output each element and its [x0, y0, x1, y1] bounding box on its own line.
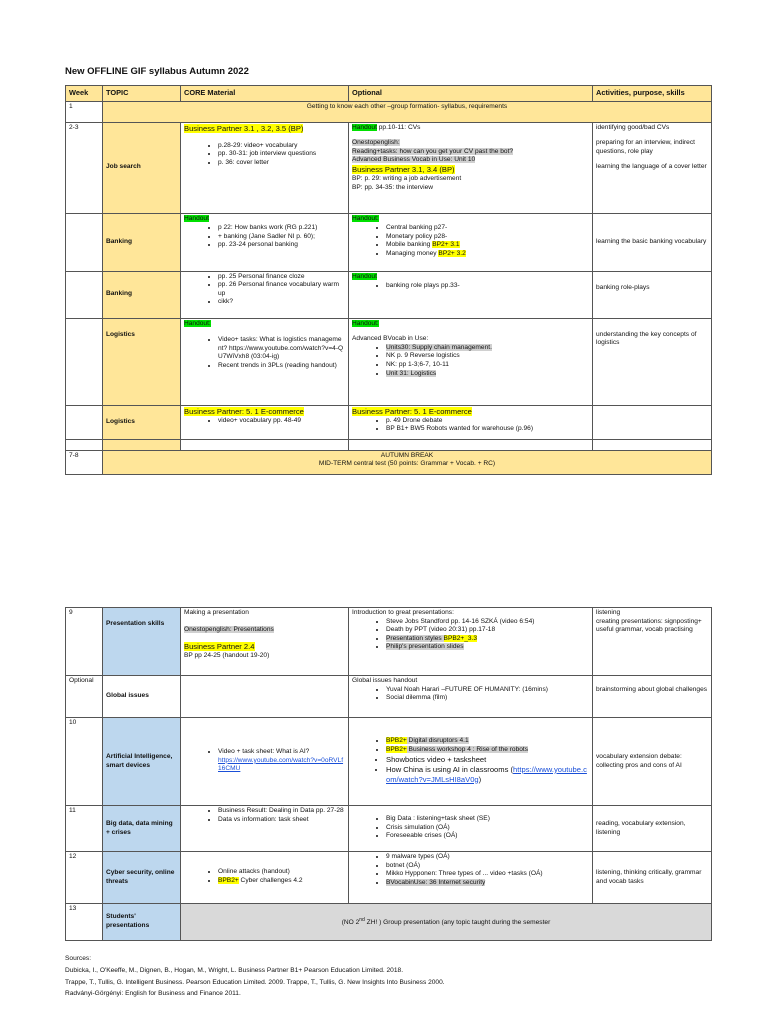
text-line: useful grammar, vocab practising: [596, 626, 693, 634]
activities-cell: [593, 608, 712, 676]
table-row: [66, 718, 712, 806]
handout-highlight: Handout: [352, 272, 377, 280]
table-row: [66, 318, 712, 405]
core-cell: [181, 852, 349, 904]
table-row: [66, 439, 712, 450]
handout-highlight: Handout: [352, 123, 377, 131]
list-item: • video+ vocabulary pp. 48-49: [218, 417, 345, 426]
table-row: [66, 904, 712, 941]
list-item: • Recent trends in 3PLs (reading handout): [218, 362, 345, 371]
core-cell: [181, 318, 349, 405]
list-item: • Unit 31: Logistics: [386, 370, 589, 379]
week-cell: 7-8: [66, 450, 103, 474]
autumn-break-cell: [103, 450, 712, 474]
table-row: [66, 852, 712, 904]
list-item: • Units30: Supply chain management.: [386, 344, 589, 353]
optional-cell: [349, 405, 593, 439]
core-cell: [181, 271, 349, 318]
header-activities: Activities, purpose, skills: [593, 86, 712, 102]
list-item: • Video + task sheet: What is AI? https://www.youtube.com/watch?v=0oRVLf16CMU: [218, 748, 345, 774]
list-item: • Central banking p27-: [386, 224, 589, 233]
list-item: • p. 36: cover letter: [218, 159, 345, 168]
list-item: • Business Result: Dealing in Data pp. 27-28: [218, 807, 345, 816]
list-item: • Yuval Noah Harari –FUTURE OF HUMANITY: (16mins): [386, 686, 589, 695]
list-item: • pp. 26 Personal finance vocabulary warm up: [218, 281, 345, 298]
handout-text: pp.10-11: CVs: [376, 123, 421, 131]
activities-cell: banking role-plays: [593, 271, 712, 318]
table-header-row: [66, 86, 712, 102]
list-item: • Crisis simulation (OÁ): [386, 824, 589, 833]
document-title: New OFFLINE GIF syllabus Autumn 2022: [65, 66, 249, 77]
topic-cell: Logistics: [103, 318, 181, 405]
source-item: Dubicka, I., O'Keeffe, M., Dignen, B., Hogan, M., Wright, L. Business Partner B1+ Pearson Education Limited. 2018.: [65, 966, 404, 974]
bp-highlight: BP2+ 3.2: [438, 249, 466, 257]
week-cell: 1: [66, 101, 103, 122]
syllabus-table-part1: [65, 85, 712, 475]
header-optional: Optional: [349, 86, 593, 102]
activities-cell: listening, thinking critically, grammar and vocab tasks: [593, 852, 712, 904]
list-item: • p 22: How banks work (RG p.221): [218, 224, 345, 233]
list-item: • BPB2+ Business workshop 4 : Rise of the robots: [386, 746, 589, 755]
list-item: • p.28-29: video+ vocabulary: [218, 142, 345, 151]
table-row: [66, 608, 712, 676]
syllabus-table-part2: [65, 607, 712, 941]
table-row: [66, 122, 712, 213]
list-item: • pp. 30-31: job interview questions: [218, 150, 345, 159]
text-line: Onestopenglish:: [352, 139, 400, 147]
group-presentation-cell: (NO 2nd ZH! ) Group presentation (any topic taught during the semester: [181, 904, 712, 941]
source-item: Radványi-Görgényi: English for Business and Finance 2011.: [65, 990, 241, 998]
list-item: • p. 49 Drone debate: [386, 417, 589, 426]
list-item: • 9 malware types (OÁ): [386, 853, 589, 862]
list-item: • Data vs information: task sheet: [218, 816, 345, 825]
text-line: Reading+tasks: how can you get your CV past the bot?: [352, 147, 514, 155]
optional-cell: [349, 676, 593, 718]
list-item: • Social dilemma (film): [386, 694, 589, 703]
table-row: [66, 676, 712, 718]
text-line: learning the language of a cover letter: [596, 163, 707, 171]
youtube-link[interactable]: https://www.youtube.com/watch?v=JMLsHI8aV0g: [386, 764, 587, 784]
handout-highlight: Handout:: [184, 319, 211, 327]
table-row: [66, 213, 712, 271]
list-item: • + banking (Jane Sadler NI p. 60);: [218, 233, 345, 242]
header-week: Week: [66, 86, 103, 102]
topic-cell: Banking: [103, 213, 181, 271]
table-row: [66, 405, 712, 439]
topic-cell: Logistics: [103, 405, 181, 439]
mid-term-test: MID-TERM central test (50 points: Grammar + Vocab. + RC): [318, 460, 496, 468]
list-item: • Mobile banking BP2+ 3.1: [386, 241, 589, 250]
optional-cell: [349, 122, 593, 213]
handout-highlight: Handout:: [352, 214, 379, 222]
week-cell: 11: [66, 806, 103, 852]
youtube-link[interactable]: https://www.youtube.com/watch?v=0oRVLf16CMU: [218, 756, 344, 773]
list-item: • Big Data : listening+task sheet (SE): [386, 815, 589, 824]
handout-highlight: Handout: [184, 214, 209, 222]
table-row: [66, 806, 712, 852]
list-item: • Presentation styles BPB2+_3.3: [386, 635, 589, 644]
table-row: [66, 271, 712, 318]
text-line: BP: pp. 34-35: the interview: [352, 183, 434, 191]
bp-highlight: Business Partner 3.1, 3.4 (BP): [352, 164, 455, 174]
text-line: Onestopenglish: Presentations: [184, 625, 274, 633]
list-item: • pp. 25 Personal finance cloze: [218, 273, 345, 282]
sources-section: [65, 953, 445, 1000]
topic-cell: Job search: [103, 122, 181, 213]
optional-cell: [349, 718, 593, 806]
handout-highlight: Handout:: [352, 319, 379, 327]
list-item: • NK: pp 1-3;6-7, 10-11: [386, 361, 589, 370]
source-item: Trappe, T., Tullis, G. Intelligent Business. Pearson Education Limited. 2009. Trappe, T., Tullis, G. New Insights Into Business 2000.: [65, 978, 445, 986]
autumn-break: AUTUMN BREAK: [380, 451, 434, 459]
core-cell: [181, 122, 349, 213]
list-item: • Steve Jobs Standford pp. 14-16 SZKÁ (video 6:54): [386, 618, 589, 627]
optional-cell: [349, 213, 593, 271]
list-item: • Foreseeable crises (OÁ): [386, 832, 589, 841]
bp-highlight: Business Partner: 5. 1 E-commerce: [352, 406, 472, 416]
topic-cell: Artificial Intelligence, smart devices: [103, 718, 181, 806]
optional-cell: [349, 271, 593, 318]
list-item: • Death by PPT (video 20:31) pp.17-18: [386, 626, 589, 635]
list-item: • pp. 23-24 personal banking: [218, 241, 345, 250]
list-item: • Managing money BP2+ 3.2: [386, 250, 589, 259]
list-item: • BPB2+ Digital disruptors 4.1: [386, 737, 589, 746]
text-line: Introduction to great presentations:: [352, 609, 454, 616]
list-item: • How China is using AI in classrooms (https://www.youtube.com/watch?v=JMLsHI8aV0g): [386, 765, 589, 785]
activities-cell: [593, 122, 712, 213]
week-cell: 2-3: [66, 122, 103, 213]
bp-highlight: Business Partner: 5. 1 E-commerce: [184, 406, 304, 416]
list-item: • botnet (OÁ): [386, 862, 589, 871]
list-item: • BPB2+ Cyber challenges 4.2: [218, 877, 345, 886]
list-item: • Monetary policy p28-: [386, 233, 589, 242]
text-line: preparing for an interview, indirect questions, role play: [596, 139, 695, 155]
week-cell: 9: [66, 608, 103, 676]
list-item: • banking role plays pp.33-: [386, 282, 589, 291]
text-line: listening: [596, 609, 621, 616]
bp-highlight: BP2+ 3.1: [432, 241, 460, 249]
list-item: • BP B1+ BW5 Robots wanted for warehouse (p.96): [386, 425, 589, 434]
optional-cell: [349, 806, 593, 852]
topic-cell: Presentation skills: [103, 608, 181, 676]
week-cell: 13: [66, 904, 103, 941]
list-item: • Philip's presentation slides: [386, 643, 589, 652]
activities-cell: reading, vocabulary extension, listening: [593, 806, 712, 852]
core-cell: [181, 213, 349, 271]
core-cell: [181, 806, 349, 852]
text-line: Making a presentation: [184, 609, 249, 616]
text-line: identifying good/bad CVs: [596, 123, 670, 131]
core-cell: [181, 608, 349, 676]
table-row: [66, 450, 712, 474]
optional-cell: [349, 318, 593, 405]
text-line: BP pp 24-25 (handout 19-20): [184, 652, 270, 660]
header-topic: TOPIC: [103, 86, 181, 102]
text-line: Global issues handout: [352, 677, 418, 684]
getting-to-know-cell: Getting to know each other –group formation- syllabus, requirements: [103, 101, 712, 122]
list-item: • cikk?: [218, 298, 345, 307]
sources-heading: Sources:: [65, 955, 92, 962]
optional-cell: [349, 608, 593, 676]
activities-cell: learning the basic banking vocabulary: [593, 213, 712, 271]
topic-cell: Cyber security, online threats: [103, 852, 181, 904]
list-item: • Mikko Hypponen: Three types of ... video +tasks (OÁ): [386, 870, 589, 879]
text-line: creating presentations: signposting+: [596, 617, 702, 625]
text-line: Advanced BVocab in Use:: [352, 335, 429, 343]
bp-highlight: Business Partner 2.4: [184, 642, 255, 652]
activities-cell: vocabulary extension debate: collecting pros and cons of AI: [593, 718, 712, 806]
table-row: [66, 101, 712, 122]
text-line: BP: p. 29: writing a job advertisement: [352, 174, 462, 182]
text-line: Advanced Business Vocab in Use: Unit 10: [352, 156, 476, 164]
list-item: • Online attacks (handout): [218, 868, 345, 877]
list-item: • Video+ tasks: What is logistics management? https://www.youtube.com/watch?v=4-QU7WiVxh8 (03:04-ig): [218, 336, 345, 362]
activities-cell: understanding the key concepts of logistics: [593, 318, 712, 405]
topic-cell: Students' presentations: [103, 904, 181, 941]
topic-cell: Banking: [103, 271, 181, 318]
core-cell: [181, 718, 349, 806]
topic-cell: Big data, data mining + crises: [103, 806, 181, 852]
week-cell: 10: [66, 718, 103, 806]
core-highlight: Business Partner 3.1 , 3.2, 3.5 (BP): [184, 123, 304, 133]
activities-cell: brainstorming about global challenges: [593, 676, 712, 718]
core-cell: [181, 405, 349, 439]
header-core: CORE Material: [181, 86, 349, 102]
week-cell: 12: [66, 852, 103, 904]
week-cell: Optional: [66, 676, 103, 718]
optional-cell: [349, 852, 593, 904]
list-item: • Showbotics video + tasksheet: [386, 755, 589, 765]
list-item: • NK p. 9 Reverse logistics: [386, 352, 589, 361]
list-item: • BVocabinUse: 36 Internet security: [386, 879, 589, 888]
topic-cell: Global issues: [103, 676, 181, 718]
